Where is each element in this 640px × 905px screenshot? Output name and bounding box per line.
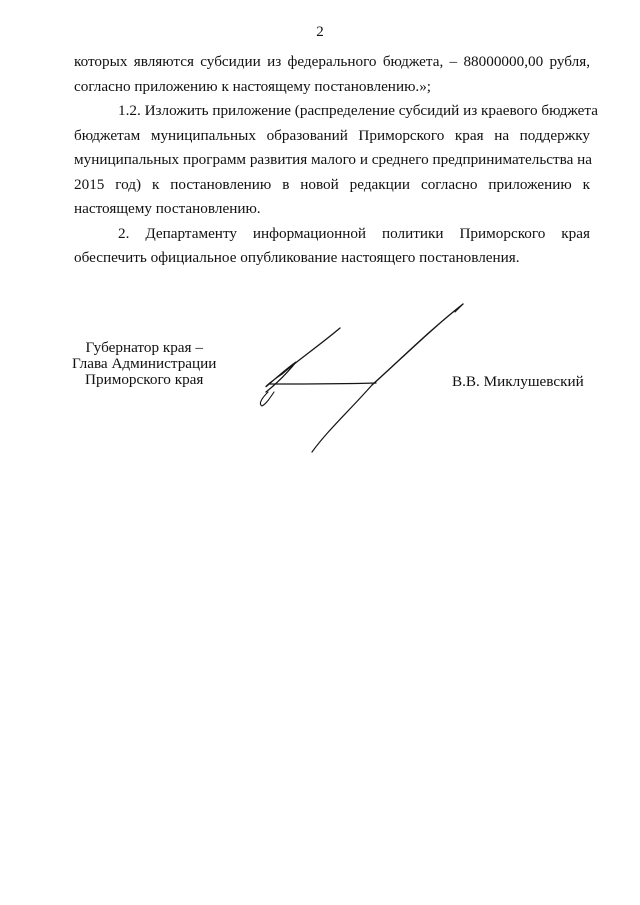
signatory-title-line-3: Приморского края <box>85 371 204 388</box>
paragraph-1-line-1: которых являются субсидии из федерального бюджета, – 88000000,00 рубля, <box>74 53 590 70</box>
paragraph-2-line-5: настоящему постановлению. <box>74 200 261 217</box>
paragraph-2-line-3: муниципальных программ развития малого и среднего предпринимательства на <box>74 151 593 168</box>
signatory-title <box>72 340 216 388</box>
paragraph-2-line-1: 1.2. Изложить приложение (распределение субсидий из краевого бюджета <box>118 102 598 119</box>
signatory-title-line-1: Губернатор края – <box>85 339 203 356</box>
document-body <box>74 50 598 271</box>
signatory-name: В.В. Миклушевский <box>452 373 584 390</box>
page-number: 2 <box>316 24 324 40</box>
paragraph-2-line-2: бюджетам муниципальных образований Приморского края на поддержку <box>74 126 590 144</box>
paragraph-3-line-1: 2. Департаменту информационной политики Приморского края <box>118 224 590 242</box>
paragraph-1-line-2: согласно приложению к настоящему постановлению.»; <box>74 77 432 95</box>
paragraph-3-line-2: обеспечить официальное опубликование настоящего постановления. <box>74 249 520 266</box>
paragraph-2-line-4: 2015 год) к постановлению в новой редакции согласно приложению к <box>74 175 590 193</box>
signatory-title-line-2: Глава Администрации <box>72 355 217 372</box>
